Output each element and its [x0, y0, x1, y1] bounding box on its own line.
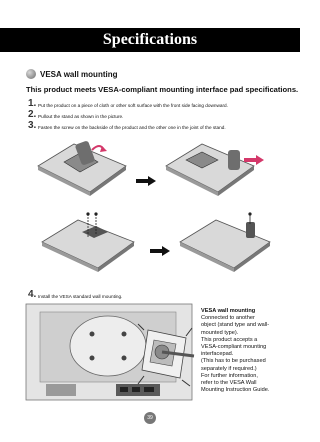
arrow-right-icon [136, 176, 156, 186]
section-heading [26, 67, 117, 81]
illustration-stand-pulled [162, 136, 266, 198]
section-title: VESA wall mounting [40, 69, 118, 79]
illustration-screws-a [38, 212, 142, 274]
arrow-right-icon [150, 246, 170, 256]
step-number: 4. [28, 289, 37, 300]
section-subtitle: This product meets VESA-compliant mounting interface pad specifications. [26, 85, 299, 94]
note-line: Mounting Instruction Guide. [201, 387, 270, 394]
step-text: Pullout the stand as shown in the picture. [38, 114, 124, 119]
page-number: 39 [144, 412, 156, 424]
steps-list [28, 99, 298, 132]
step-1 [28, 99, 298, 109]
note-line: Connected to another [201, 315, 255, 322]
step-3 [28, 121, 298, 131]
step-number: 2. [28, 109, 37, 120]
note-title: VESA wall mounting [201, 308, 256, 314]
page-title-bar [0, 28, 300, 52]
step-text: Put the product on a piece of cloth or other soft surface with the front side facing downward. [38, 103, 228, 108]
step-4 [28, 290, 122, 300]
illustration-vesa-pad [134, 322, 196, 388]
note-line: This product accepts a [201, 336, 258, 343]
note-line: object (stand type and wall- [201, 322, 270, 329]
note-line: refer to the VESA Wall [201, 380, 257, 387]
step-text: Fasten the screw on the backside of the product and the other one in the joint of the stand. [38, 125, 226, 130]
note-line: separately if required.) [201, 365, 257, 372]
step-number: 1. [28, 98, 37, 109]
page-title: Specifications [102, 31, 198, 48]
note-line: interfacepad. [201, 351, 234, 358]
bullet-icon [26, 69, 36, 79]
note-line: VESA-compliant mounting [201, 344, 267, 351]
step-2 [28, 110, 298, 120]
vesa-note [201, 308, 293, 394]
illustration-stand-back [34, 136, 130, 198]
note-line: (This has to be purchased [201, 358, 266, 365]
note-line: mounted type). [201, 329, 239, 336]
illustration-screws-b [176, 212, 276, 274]
step-text: Install the VESA standard wall mounting. [38, 294, 123, 299]
note-line: For further information, [201, 372, 258, 379]
step-number: 3. [28, 120, 37, 131]
